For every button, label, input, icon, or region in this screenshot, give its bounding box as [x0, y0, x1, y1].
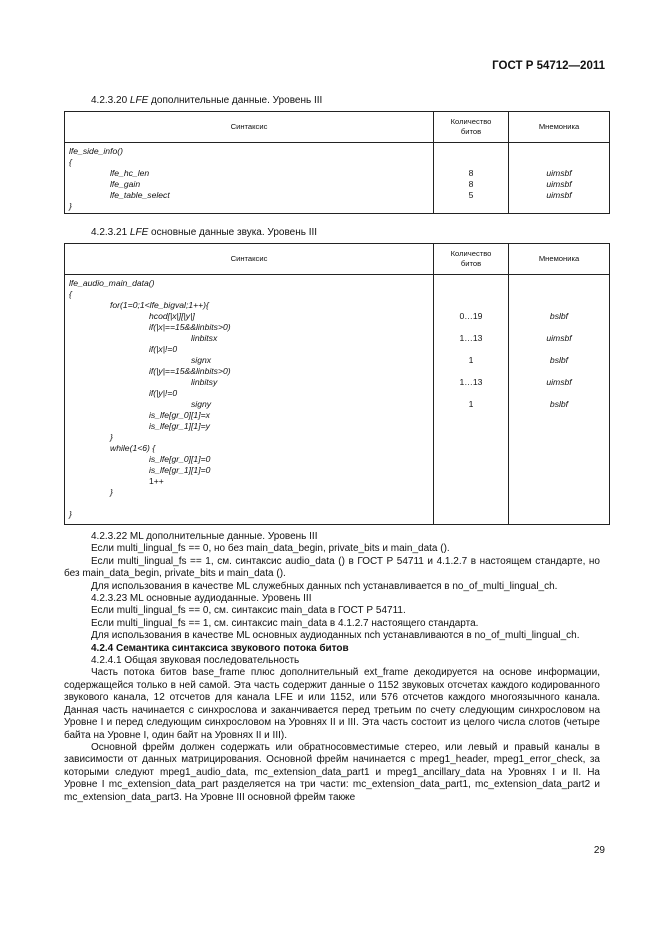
mnemonic-value: bslbf: [549, 399, 569, 409]
section-heading-4-2-4: 4.2.4 Семантика синтаксиса звукового потока битов: [91, 642, 349, 654]
code-line: hcod[|x|][|y|]: [149, 311, 195, 321]
code-line: if(|y|!=0: [149, 388, 178, 398]
code-line: lfe_hc_len: [110, 168, 150, 178]
table1-mnemonic-cell: [509, 143, 610, 214]
code-line: is_lfe[gr_1][1]=y: [149, 421, 210, 431]
code-line: signy: [191, 399, 212, 409]
table2-bits-cell: [434, 275, 509, 525]
bits-value: 1: [468, 399, 474, 409]
mnemonic-value: uimsbf: [546, 179, 572, 189]
code-line: {: [69, 289, 72, 299]
body-text: [64, 531, 600, 804]
table2-header-mnemonic: Мнемоника: [509, 244, 610, 275]
table1-header-bits-1: Количество: [450, 117, 492, 126]
mnemonic-value: uimsbf: [546, 333, 572, 343]
table2: [64, 243, 610, 525]
bits-value: 1…13: [459, 333, 483, 343]
paragraph: Часть потока битов base_frame плюс дополнительный ext_frame декодируется на основе информации, содержащейся только в ней самой. Эта часть содержит данные о 1152 звуковых отсчетах каждого кодированного звукового канала, 12 отсчетов для канала LFE и или 1152, или 576 отсчетов каждого многоязычного канала. Данная часть начинается с синхрослова и заканчивается перед третьим по счету следующим синхрословом на Уровне I и перед следующим синхрословом на Уровнях II и III. Эта часть состоит из целого числа слотов (четыре байта на Уровне I, один байт на Уровнях II и III).: [64, 667, 600, 741]
table2-caption-num: 4.2.3.21: [91, 227, 130, 238]
table1-header-bits: [434, 112, 509, 143]
mnemonic-value: uimsbf: [546, 377, 572, 387]
subclause-4-2-4-1: 4.2.4.1 Общая звуковая последовательность: [91, 655, 300, 667]
paragraph: Для использования в качестве ML основных аудиоданных nch устанавливаются в no_of_multi_lingual_ch.: [91, 630, 580, 642]
code-line: while(1<6) {: [110, 443, 156, 453]
bits-value: 1: [468, 355, 474, 365]
table2-caption-name: LFE: [129, 227, 149, 238]
table1-header-mnemonic: Мнемоника: [509, 112, 610, 143]
table2-header-bits-1: Количество: [450, 249, 492, 258]
code-line: if(|x|==15&&linbits>0): [149, 322, 231, 332]
code-line: }: [69, 509, 72, 519]
table2-caption-rest: основные данные звука. Уровень III: [148, 227, 318, 238]
table2-header-bits: [434, 244, 509, 275]
code-line: linbitsx: [191, 333, 218, 343]
code-line: lfe_table_select: [110, 190, 170, 200]
table1-caption: [91, 95, 322, 106]
code-line: is_lfe[gr_1][1]=0: [149, 465, 211, 475]
code-line: }: [110, 487, 113, 497]
code-line: signx: [191, 355, 212, 365]
code-line: linbitsy: [191, 377, 218, 387]
bits-value: 5: [468, 190, 474, 200]
table1-caption-name: LFE: [129, 95, 149, 106]
table1-caption-rest: дополнительные данные. Уровень III: [148, 95, 323, 106]
table1-syntax-cell: [65, 143, 434, 214]
mnemonic-value: bslbf: [549, 311, 569, 321]
paragraph: Если multi_lingual_fs == 0, но без main_data_begin, private_bits и main_data ().: [91, 543, 450, 555]
code-line: }: [110, 432, 113, 442]
paragraph: Для использования в качестве ML служебных данных nch устанавливается в no_of_multi_lingual_ch.: [91, 580, 558, 592]
subclause-4-2-3-23: 4.2.3.23 ML основные аудиоданные. Уровень III: [91, 593, 312, 605]
paragraph: Если multi_lingual_fs == 0, см. синтаксис main_data в ГОСТ Р 54711.: [91, 605, 406, 617]
paragraph: Если multi_lingual_fs == 1, см. синтаксис main_data в 4.1.2.7 настоящего стандарта.: [91, 617, 479, 629]
table2-header-bits-2: битов: [460, 259, 482, 268]
bits-value: 8: [468, 179, 474, 189]
code-line: if(|y|==15&&linbits>0): [149, 366, 231, 376]
paragraph: Основной фрейм должен содержать или обратносовместимые стерео, или левый и правый каналы в зависимости от данных матрицирования. Основной фрейм начинается с mpeg1_header, mpeg1_error_check, за которыми следуют mpeg1_audio_data, mc_extension_data_part1 и mpeg1_ancillary_data на Уровнях I и II. На Уровне I mc_extension_data_part разделяется на три части: mc_extension_data_part1, mc_extension_data_part2 и mc_extension_data_part3. На Уровне III основной фрейм также: [64, 741, 600, 803]
code-line: is_lfe[gr_0][1]=x: [149, 410, 210, 420]
code-line: lfe_side_info(): [69, 146, 123, 156]
table1-caption-num: 4.2.3.20: [91, 95, 130, 106]
bits-value: 8: [468, 168, 474, 178]
table1-bits-cell: [434, 143, 509, 214]
mnemonic-value: uimsbf: [546, 190, 572, 200]
page-number: 29: [593, 845, 605, 856]
bits-value: 0…19: [459, 311, 483, 321]
bits-value: 1…13: [459, 377, 483, 387]
table1-header-bits-2: битов: [460, 127, 482, 136]
code-line: if(|x|!=0: [149, 344, 178, 354]
table2-syntax-cell: [65, 275, 434, 525]
code-line: is_lfe[gr_0][1]=0: [149, 454, 211, 464]
code-line: 1++: [149, 476, 164, 486]
table2-header-syntax: Синтаксис: [65, 244, 434, 275]
mnemonic-value: uimsbf: [546, 168, 572, 178]
table2-mnemonic-cell: [509, 275, 610, 525]
code-line: {: [69, 157, 72, 167]
table1-header-syntax: Синтаксис: [65, 112, 434, 143]
code-line: lfe_audio_main_data(): [69, 278, 155, 288]
standard-number: ГОСТ Р 54712—2011: [492, 60, 605, 72]
code-line: for(1=0;1<lfe_bigval;1++){: [110, 300, 209, 310]
table2-caption: [91, 227, 317, 238]
paragraph: Если multi_lingual_fs == 1, см. синтаксис audio_data () в ГОСТ Р 54711 и 4.1.2.7 в настоящем стандарте, но без main_data_begin, private_bits и main_data ().: [64, 555, 600, 580]
subclause-4-2-3-22: 4.2.3.22 ML дополнительные данные. Уровень III: [91, 531, 318, 542]
table1: [64, 111, 610, 214]
code-line: }: [69, 201, 72, 211]
mnemonic-value: bslbf: [549, 355, 569, 365]
code-line: lfe_gain: [110, 179, 141, 189]
